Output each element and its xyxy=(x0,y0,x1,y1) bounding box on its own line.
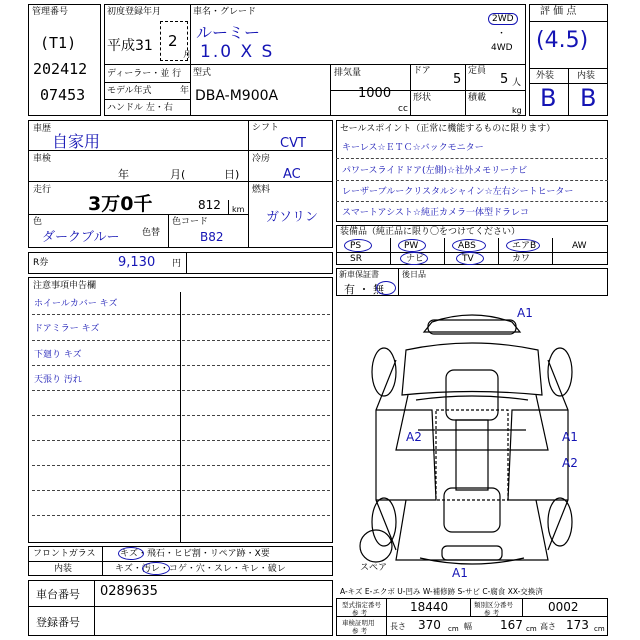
front-glass-value: キズ・飛石・ヒビ割・リペア跡・X要 xyxy=(120,549,270,559)
fuel-value: ガソリン xyxy=(266,210,319,225)
shift-label: シフト xyxy=(252,123,280,133)
height-label: 高さ xyxy=(540,622,556,631)
interior-condition-value: キズ・汚レ・コゲ・穴・スレ・キレ・破レ xyxy=(115,564,286,574)
inspection-year: 年 xyxy=(118,168,129,181)
registration-era: 平成31 xyxy=(107,38,153,54)
inspection-month: 月( xyxy=(170,168,186,181)
height-unit: cm xyxy=(594,625,605,633)
color-code-label: 色コード xyxy=(172,217,209,227)
spare-label: スペア xyxy=(360,563,388,573)
type-label: 型式 xyxy=(193,68,212,78)
equipment-title: 装備品（純正品に限り〇をつけてください） xyxy=(340,227,521,237)
recycle-amount: 9,130 xyxy=(118,255,156,270)
interior-label: 内装 xyxy=(577,71,596,81)
management-line-2: 202412 xyxy=(33,60,88,78)
drive-4wd: 4WD xyxy=(491,43,513,53)
damage-mark-rear: A1 xyxy=(452,566,468,580)
type-number-label: 型式指定番号 xyxy=(342,601,381,609)
damage-mark-right-side-2: A2 xyxy=(562,456,578,470)
mileage-sub: 812 xyxy=(198,198,221,212)
color-value: ダークブルー xyxy=(42,230,120,245)
car-grade: 1.0 X S xyxy=(200,42,275,62)
length-label: 長さ xyxy=(390,622,406,631)
capacity-label: 定員 xyxy=(468,66,487,76)
usage-label: 車歴 xyxy=(33,124,52,134)
class-number: 0002 xyxy=(548,600,579,614)
length-value: 370 xyxy=(418,618,441,632)
type-number-ref: 参 考 xyxy=(352,609,368,617)
door-count: 5 xyxy=(453,72,462,87)
equip-pw: PW xyxy=(404,241,419,251)
note-2: ドアミラー キズ xyxy=(34,324,100,334)
model-code: DBA-M900A xyxy=(195,88,279,104)
aircon-value: AC xyxy=(283,167,301,182)
registration-number-label: 登録番号 xyxy=(36,616,80,629)
chassis-label: 車台番号 xyxy=(36,588,80,601)
width-unit: cm xyxy=(526,625,537,633)
car-name-label: 車名・グレード xyxy=(193,7,257,17)
registration-month-unit: 月 xyxy=(183,50,191,59)
equip-navi: ナビ xyxy=(406,254,425,264)
width-value: 167 xyxy=(500,618,523,632)
equip-abs: ABS xyxy=(458,241,476,251)
recycle-unit: 円 xyxy=(172,259,182,269)
model-year-label: モデル年式 xyxy=(107,86,152,96)
note-4: 天張り 汚れ xyxy=(34,375,82,385)
damage-mark-front: A1 xyxy=(517,306,533,320)
chassis-number: 0289635 xyxy=(100,584,158,599)
handle-label: ハンドル 左・右 xyxy=(107,103,173,113)
exterior-label: 外装 xyxy=(536,71,555,81)
management-line-1: (T1) xyxy=(40,34,77,52)
color-swap-label: 色替 xyxy=(142,228,161,238)
equip-aw: AW xyxy=(572,241,587,251)
load-label: 積載 xyxy=(468,93,487,103)
rating-label: 評 価 点 xyxy=(540,6,577,17)
km-unit: km xyxy=(232,205,245,214)
dims-label: 車検証明用 xyxy=(342,619,375,627)
note-3: 下廻り キズ xyxy=(34,350,82,360)
equip-tv: TV xyxy=(462,254,474,264)
displacement-value: 1000 xyxy=(358,86,392,101)
damage-mark-right-side-1: A1 xyxy=(562,430,578,444)
first-registration-label: 初度登録年月 xyxy=(107,7,162,17)
recycle-label: R券 xyxy=(33,258,49,268)
drive-2wd: 2WD xyxy=(488,13,518,25)
car-name: ルーミー xyxy=(196,23,261,42)
color-label: 色 xyxy=(33,217,43,227)
rating-score: (4.5) xyxy=(536,28,589,53)
interior-condition-label: 内装 xyxy=(54,564,73,574)
damage-mark-left-side: A2 xyxy=(406,430,422,444)
mileage-main: 3万0千 xyxy=(88,193,153,215)
inspection-label: 車検 xyxy=(33,154,52,164)
door-label: ドア xyxy=(413,66,431,76)
mileage-label: 走行 xyxy=(33,185,52,195)
capacity-unit: 人 xyxy=(512,78,522,88)
exterior-grade: B xyxy=(540,84,557,112)
length-unit: cm xyxy=(448,625,459,633)
equip-airbag: エアB xyxy=(512,241,537,251)
fuel-label: 燃料 xyxy=(252,185,271,195)
width-label: 幅 xyxy=(464,622,472,631)
management-label: 管理番号 xyxy=(32,7,69,17)
notes-title: 注意事項申告欄 xyxy=(33,281,97,291)
model-year-unit: 年 xyxy=(180,86,190,96)
drive-dot: ・ xyxy=(497,29,507,39)
aircon-label: 冷房 xyxy=(252,154,271,164)
damage-legend: A-キズ E-エクボ U-凹み W-補修跡 S-サビ C-腐食 XX-交換済 xyxy=(340,587,543,596)
height-value: 173 xyxy=(566,618,589,632)
warranty-label: 新車保証書 xyxy=(339,270,379,279)
front-glass-label: フロントガラス xyxy=(33,549,96,559)
class-number-ref: 参 考 xyxy=(484,609,500,617)
kg-unit: kg xyxy=(512,106,522,115)
inspection-day: 日) xyxy=(224,168,240,181)
warranty-value: 有 ・ 無 xyxy=(344,283,384,296)
interior-grade: B xyxy=(580,84,597,112)
equip-sr: SR xyxy=(350,254,362,264)
dims-ref: 参 考 xyxy=(352,627,368,635)
sales-point-3: レーザーブルークリスタルシャイン☆左右シートヒーター xyxy=(342,187,574,197)
sales-points-title: セールスポイント（正常に機能するものに限ります） xyxy=(340,124,556,134)
capacity-value: 5 xyxy=(500,72,509,87)
color-code: B82 xyxy=(200,230,224,244)
class-number-label: 類別区分番号 xyxy=(474,601,513,609)
management-line-3: 07453 xyxy=(40,86,86,104)
equip-leather: カワ xyxy=(512,254,531,264)
displacement-label: 排気量 xyxy=(334,68,362,78)
sales-point-4: スマートアシスト☆純正カメラ一体型ドラレコ xyxy=(342,208,529,218)
registration-month: 2 xyxy=(168,32,178,50)
after-item-label: 後日品 xyxy=(402,270,426,279)
dealer-label: ディーラー・並 行 xyxy=(107,69,182,79)
shift-value: CVT xyxy=(280,136,306,151)
equip-ps: PS xyxy=(350,241,362,251)
shape-label: 形状 xyxy=(413,93,432,103)
note-1: ホイールカバー キズ xyxy=(34,299,118,309)
type-number: 18440 xyxy=(410,600,449,614)
cc-unit: cc xyxy=(398,104,408,114)
usage-value: 自家用 xyxy=(52,132,101,151)
sales-point-1: キーレス☆ＥＴＣ☆バックモニター xyxy=(342,143,484,153)
sales-point-2: パワースライドドア(左側)☆社外メモリーナビ xyxy=(342,166,528,176)
